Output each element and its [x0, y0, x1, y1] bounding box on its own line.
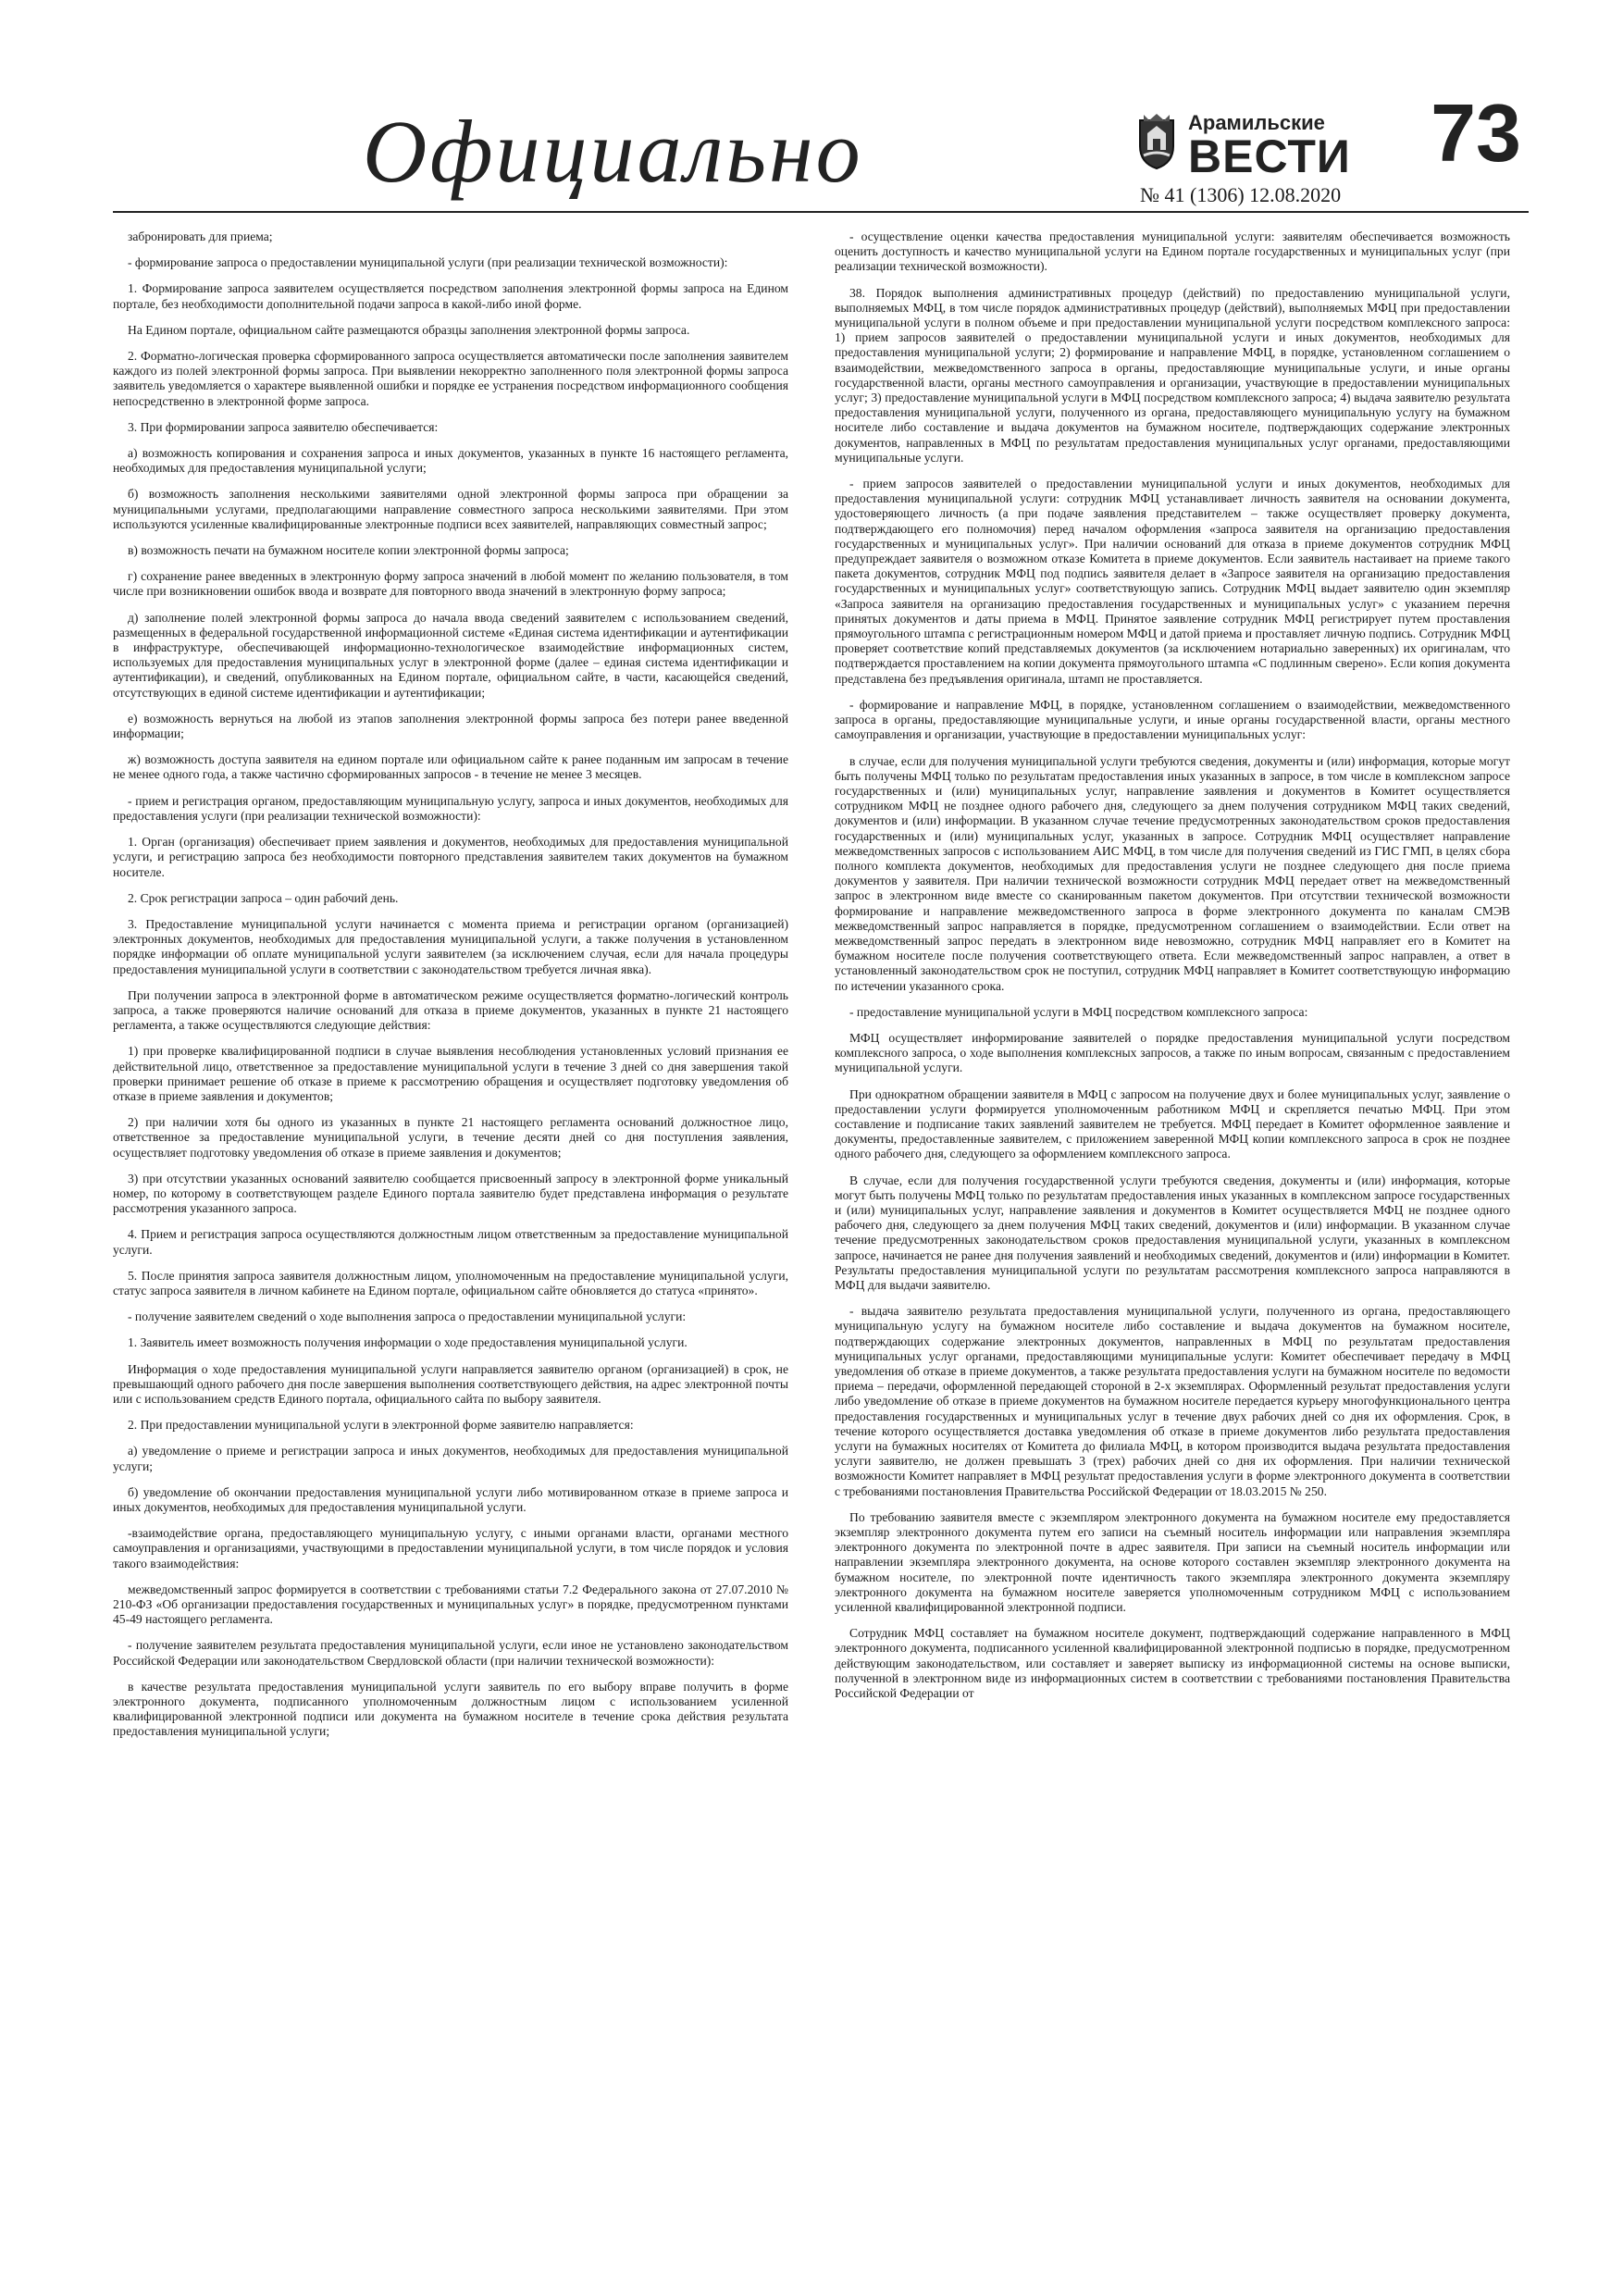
paragraph: -взаимодействие органа, предоставляющего муниципальную услугу, с иными органами власти, органами местного самоуправления и организациями, участвующими в предоставлении муниципальной услуги, в том числе порядок и условия такого взаимодействия: [113, 1526, 788, 1570]
paragraph: - осуществление оценки качества предоставления муниципальной услуги: заявителям обеспечивается возможность оценить доступность и качество муниципальной услуги на Едином портале государственных и муниципальных услуг (при реализации технической возможности). [835, 230, 1510, 274]
paragraph: 3) при отсутствии указанных оснований заявителю сообщается присвоенный запросу в электронной форме уникальный номер, по которому в соответствующем разделе Единого портала заявителю будет представлена информация о результате рассмотрения указанного запроса. [113, 1171, 788, 1216]
paragraph: - прием и регистрация органом, предоставляющим муниципальную услугу, запроса и иных документов, необходимых для предоставления услуги (при реализации технической возможности): [113, 793, 788, 823]
logo-town-name: Арамильские [1188, 111, 1325, 134]
issue-number-date: № 41 (1306) 12.08.2020 [1140, 183, 1342, 206]
paragraph: Информация о ходе предоставления муниципальной услуги направляется заявителю органом (организацией) в срок, не превышающий одного рабочего дня после завершения выполнения соответствующего действия, на адрес электронной почты или с использованием средств Единого портала, официального сайта по выбору заявителя. [113, 1361, 788, 1406]
paragraph: в качестве результата предоставления муниципальной услуги заявитель по его выбору вправе получить в форме электронного документа, подписанного уполномоченным должностным лицом с использованием усиленной квалифицированной электронной подписи или документа на бумажном носителе в течение срока действия результата предоставления муниципальной услуги; [113, 1679, 788, 1739]
paragraph: - предоставление муниципальной услуги в МФЦ посредством комплексного запроса: [849, 1004, 1308, 1019]
paragraph: в случае, если для получения муниципальной услуги требуются сведения, документы и (или) информация, которые могут быть получены МФЦ только по результатам предоставления иных указанных в запросе, в том числе в комплексном запросе государственных и (или) муниципальных услуг, направление заявления и документов в Комитет осуществляется сотрудником МФЦ не позднее одного рабочего дня, следующего за днем получения сотрудником МФЦ таких сведений, документов и (или) информации. В указанном случае течение предусмотренных законодательством сроков предоставления государственных и (или) муниципальных услуг, указанных в запросе. Сотрудник МФЦ осуществляет направление межведомственных запросов с использованием АИС МФЦ, в том числе для получения сведений из ГИС ГМП, в целях сбора полного комплекта документов, необходимых для предоставления услуги не позднее следующего дня после приема документов у заявителя. При наличии технической возможности сотрудник МФЦ передает ответ на межведомственный запрос в электронном виде вместе со сканированным пакетом документов. При отсутствии технической возможности формирование и направление межведомственного запроса в форме электронного документа по каналам СМЭВ межведомственный запрос направляется в порядке, предусмотренном соглашением о взаимодействии. Если ответ на межведомственный запрос передать в электронном виде невозможно, сотрудник МФЦ направляет его в Комитет на бумажном носителе после получения соответствующего ответа. Если межведомственный запрос направлен, а ответ в установленный законодательством срок не поступил, сотрудник МФЦ направляет в Комитет соответствующую информацию по истечении указанного срока. [835, 753, 1510, 993]
paragraph: г) сохранение ранее введенных в электронную форму запроса значений в любой момент по желанию пользователя, в том числе при возникновении ошибок ввода и возврате для повторного ввода значений в электронную форму запроса; [113, 569, 788, 599]
paragraph: - прием запросов заявителей о предоставлении муниципальной услуги и иных документов, необходимых для предоставления муниципальной услуги: сотрудник МФЦ устанавливает личность заявителя на основании документа, удостоверяющего личность (а при подаче заявления представителем – также осуществляет проверку документа, подтверждающего его полномочия) перед началом оформления «запроса заявителя на организацию предоставления государственных и муниципальных услуг». При наличии оснований для отказа в приеме документов сотрудник МФЦ предупреждает заявителя о возможном отказе Комитета в приеме документов. Если заявитель настаивает на приеме такого пакета документов, сотрудник МФЦ под подпись заявителя делает в «Запросе заявителя на организацию предоставления государственных и муниципальных услуг» соответствующую запись. Сотрудник МФЦ выдает заявителю один экземпляр «Запроса заявителя на организацию предоставления государственных и муниципальных услуг» с указанием перечня принятых документов и даты приема в МФЦ. Принятое заявление сотрудник МФЦ регистрирует путем проставления прямоугольного штампа с регистрационным номером МФЦ и датой приема и проставляет личную подпись. Сотрудник МФЦ проверяет соответствие копий представляемых документов (за исключением нотариально заверенных) их оригиналам, что подтверждается проставлением на копии документа прямоугольного штампа «С подлинным сверено». Если копия документа представлена без предъявления оригинала, штамп не проставляется. [835, 477, 1510, 686]
paragraph: При однократном обращении заявителя в МФЦ с запросом на получение двух и более муниципальных услуг, заявление о предоставлении услуги формируется уполномоченным работником МФЦ и скрепляется печатью МФЦ. При этом составление и подписание таких заявлений заявителем не требуется. МФЦ передает в Комитет оформленное заявление и документы, предоставленные заявителем, с приложением заверенной МФЦ копии комплексного запроса в срок не позднее одного рабочего дня, следующего за оформлением комплексного запроса. [835, 1086, 1510, 1161]
paragraph: По требованию заявителя вместе с экземпляром электронного документа на бумажном носителе ему предоставляется экземпляр электронного документа путем его записи на съемный носитель информации или направления экземпляра электронного документа по электронной почте в адрес заявителя. При записи на съемный носитель информации или направлении экземпляра электронного документа, на основе которого составлен экземпляр электронного документа на бумажном носителе, по электронной почте идентичность такого экземпляра электронного документа экземпляру электронного документа на бумажном носителе заверяется уполномоченным сотрудником МФЦ с использованием усиленной квалифицированной электронной подписи. [835, 1509, 1510, 1615]
paragraph: На Едином портале, официальном сайте размещаются образцы заполнения электронной формы запроса. [128, 322, 690, 337]
paragraph: 4. Прием и регистрация запроса осуществляются должностным лицом ответственным за предоставление муниципальной услуги. [113, 1227, 788, 1257]
paragraph: 2. При предоставлении муниципальной услуги в электронной форме заявителю направляется: [128, 1418, 634, 1433]
paragraph: а) уведомление о приеме и регистрации запроса и иных документов, необходимых для предоставления муниципальной услуги; [113, 1444, 788, 1473]
paragraph: ж) возможность доступа заявителя на едином портале или официальном сайте к ранее поданным им запросам в течение не менее одного года, а также частично сформированных запросов - в течение не менее 3 месяцев. [113, 752, 788, 782]
paragraph: При получении запроса в электронной форме в автоматическом режиме осуществляется форматно-логический контроль запроса, а также проверяются наличие оснований для отказа в приеме документов, указанных в пункте 21 настоящего регламента, а также осуществляются следующие действия: [113, 987, 788, 1033]
paragraph: - получение заявителем результата предоставления муниципальной услуги, если иное не установлено законодательством Российской Федерации или законодательством Свердловской области (при наличии технической возможности): [113, 1638, 788, 1668]
paragraph: забронировать для приема; [128, 230, 273, 243]
logo-title: ВЕСТИ [1188, 130, 1351, 182]
paragraph: 38. Порядок выполнения административных процедур (действий) по предоставлению муниципальной услуги, выполняемых МФЦ, в том числе порядок административных процедур (действий), выполняемых МФЦ при предоставлении муниципальной услуги в полном объеме и при предоставлении муниципальной услуги посредством комплексного запроса: 1) прием запросов заявителей о предоставлении муниципальной услуги и иных документов, необходимых для предоставления муниципальной услуги; 2) формирование и направление МФЦ, в порядке, установленном соглашением о взаимодействии, межведомственного запроса в органы, предоставляющие муниципальные услуги, и иные органы государственной власти, органы местного самоуправления и организации, участвующие в предоставлении муниципальных услуг; 3) предоставление муниципальной услуги в МФЦ посредством комплексного запроса; 4) выдача заявителю результата предоставления муниципальной услуги, полученного из органа, предоставляющего муниципальную услугу на бумажном носителе либо составление и выдача документов на бумажном носителе, подтверждающих содержание электронных документов, направленных в МФЦ по результатам предоставления муниципальных услуг органами, предоставляющими муниципальные услуги. [835, 285, 1510, 465]
header-rule [113, 211, 1529, 213]
paragraph: 1) при проверке квалифицированной подписи в случае выявления несоблюдения установленных условий признания ее действительной лицо, ответственное за предоставление муниципальной услуги в течение 3 дней со дня завершения такой проверки принимает решение об отказе в приеме к рассмотрению обращения и осуществляет подготовку уведомления об отказе в приеме заявления и документов; [113, 1044, 788, 1103]
paragraph: 5. После принятия запроса заявителя должностным лицом, уполномоченным на предоставление муниципальной услуги, статус запроса заявителя в личном кабинете на Едином портале, официальном сайте обновляется до статуса «принято». [113, 1268, 788, 1297]
paragraph: в) возможность печати на бумажном носителе копии электронной формы запроса; [128, 543, 569, 558]
paragraph: - выдача заявителю результата предоставления муниципальной услуги, полученного из органа, предоставляющего муниципальную услугу на бумажном носителе либо составление и выдача документов на бумажном носителе, подтверждающих содержание электронных документов, направленных в МФЦ по результатам предоставления муниципальных услуг органами, предоставляющими муниципальные услуги: Комитет обеспечивает передачу в МФЦ уведомления об отказе в приеме документов, а также результата предоставления услуги на бумажном носителе по ведомости приема – передачи, оформленной передающей стороной в 2-х экземплярах. Оформленный результат предоставления услуги либо уведомление об отказе в приеме документов на бумажном носителе передается курьеру многофункционального центра предоставления государственных и муниципальных услуг в течение двух рабочих дней со дня их оформления. Срок, в течение которого осуществляется доставка уведомления об отказе в приеме документов либо результата предоставления услуги на бумажных носителях от Комитета до филиала МФЦ, в котором производится выдача результата предоставления услуги заявителю, не должен превышать 3 (трех) рабочих дней со дня их оформления. При наличии технической возможности Комитет направляет в МФЦ результат предоставления услуги в форме электронного документа в соответствии с требованиями постановления Правительства Российской Федерации от 18.03.2015 № 250. [835, 1304, 1510, 1498]
section-title: Официально [363, 102, 863, 201]
paragraph: 3. Предоставление муниципальной услуги начинается с момента приема и регистрации органом (организацией) электронных документов, необходимых для предоставления муниципальной услуги, а также получения в установленном порядке информации об оплате муниципальной услуги заявителем (за исключением случая, если для начала процедуры предоставления муниципальной услуги в соответствии с законодательством требуется личная явка). [113, 916, 788, 976]
paragraph: В случае, если для получения государственной услуги требуются сведения, документы и (или) информация, которые могут быть получены МФЦ только по результатам предоставления иных указанных в комплексном запросе государственных и (или) муниципальных услуг, направление заявления и документов в Комитет осуществляется МФЦ не позднее одного рабочего дня, следующего за днем получения МФЦ таких сведений, документов и (или) информации. В указанном случае течение предусмотренных законодательством сроков предоставления муниципальной услуги, указанных в комплексном запросе, начинается не ранее дня получения заявлений и необходимых сведений, документов и (или) информации в Комитет. Результаты предоставления муниципальной услуги по результатам рассмотрения комплексного запроса направляются в МФЦ для выдачи заявителю. [835, 1173, 1510, 1292]
paragraph: е) возможность вернуться на любой из этапов заполнения электронной формы запроса без потери ранее введенной информации; [113, 711, 788, 741]
paragraph: межведомственный запрос формируется в соответствии с требованиями статьи 7.2 Федерального закона от 27.07.2010 № 210-ФЗ «Об организации предоставления государственных и муниципальных услуг» в порядке, предусмотренном пунктами 45-49 настоящего регламента. [113, 1582, 788, 1627]
paragraph: б) уведомление об окончании предоставления муниципальной услуги либо мотивированном отказе в приеме запроса и иных документов, необходимых для предоставления муниципальной услуги. [113, 1484, 788, 1514]
newspaper-page [113, 87, 1529, 2249]
right-column [835, 230, 1510, 1712]
paragraph: д) заполнение полей электронной формы запроса до начала ввода сведений заявителем с использованием сведений, размещенных в федеральной государственной информационной системе «Единая система идентификации и аутентификации в инфраструктуре, обеспечивающей информационно-технологическое взаимодействие информационных систем, используемых для предоставления муниципальных услуг в электронной форме (далее – единая система идентификации и аутентификации), и сведений, опубликованных на Едином портале, официальном сайте, в части, касающейся сведений, отсутствующих в единой системе идентификации и аутентификации; [113, 610, 788, 700]
newspaper-logo [1136, 111, 1377, 185]
left-column [113, 230, 788, 1751]
paragraph: 2. Форматно-логическая проверка сформированного запроса осуществляется автоматически после заполнения заявителем каждого из полей электронной формы запроса. При выявлении некорректно заполненного поля электронной формы запроса заявитель уведомляется о характере выявленной ошибки и порядке ее устранения посредством информационного сообщения непосредственно в электронной форме запроса. [113, 349, 788, 408]
paragraph: 1. Орган (организация) обеспечивает прием заявления и документов, необходимых для предоставления муниципальной услуги, и регистрацию запроса без необходимости повторного представления заявителем таких документов на бумажном носителе. [113, 835, 788, 879]
page-number: 73 [1431, 87, 1521, 179]
paragraph: - формирование запроса о предоставлении муниципальной услуги (при реализации технической возможности): [128, 255, 728, 270]
paragraph: Сотрудник МФЦ составляет на бумажном носителе документ, подтверждающий содержание направленного в МФЦ электронного документа, подписанного усиленной квалифицированной электронной подписью в порядке, предусмотренном действующим законодательством, или составляет и заверяет выписку из информационной системы на основе выписки, полученной в электронном виде из информационных систем в соответствии с требованиями постановления Правительства Российской Федерации от [835, 1626, 1510, 1701]
paragraph: 1. Заявитель имеет возможность получения информации о ходе предоставления муниципальной услуги. [128, 1335, 688, 1350]
page-header [113, 87, 1529, 213]
coat-of-arms-icon [1136, 113, 1177, 170]
paragraph: 2) при наличии хотя бы одного из указанных в пункте 21 настоящего регламента оснований должностное лицо, ответственное за предоставление муниципальной услуги, в течение десяти дней со дня поступления заявления, осуществляет подготовку уведомления об отказе в приеме заявления и документов; [113, 1115, 788, 1160]
paragraph: МФЦ осуществляет информирование заявителей о порядке предоставления муниципальной услуги посредством комплексного запроса, о ходе выполнения комплексных запросов, а также по иным вопросам, связанным с предоставлением муниципальной услуги. [835, 1030, 1510, 1075]
paragraph: а) возможность копирования и сохранения запроса и иных документов, указанных в пункте 16 настоящего регламента, необходимых для предоставления муниципальной услуги; [113, 446, 788, 476]
paragraph: - получение заявителем сведений о ходе выполнения запроса о предоставлении муниципальной услуги: [128, 1309, 687, 1324]
paragraph: 3. При формировании запроса заявителю обеспечивается: [128, 419, 439, 434]
paragraph: 2. Срок регистрации запроса – один рабочий день. [128, 890, 399, 905]
paragraph: б) возможность заполнения несколькими заявителями одной электронной формы запроса при обращении за муниципальными услугами, предполагающими направление совместного запроса несколькими заявителями. При этом используются усиленные квалифицированные электронные подписи всех заявителей, направляющих совместный запрос; [113, 487, 788, 531]
paragraph: 1. Формирование запроса заявителем осуществляется посредством заполнения электронной формы запроса на Едином портале, без необходимости дополнительной подачи запроса в какой-либо иной форме. [113, 281, 788, 311]
paragraph: - формирование и направление МФЦ, в порядке, установленном соглашением о взаимодействии, межведомственного запроса в органы, предоставляющие муниципальные услуги, и иные органы государственной власти, органы местного самоуправления и организации, участвующие в предоставлении муниципальных услуг: [835, 697, 1510, 742]
